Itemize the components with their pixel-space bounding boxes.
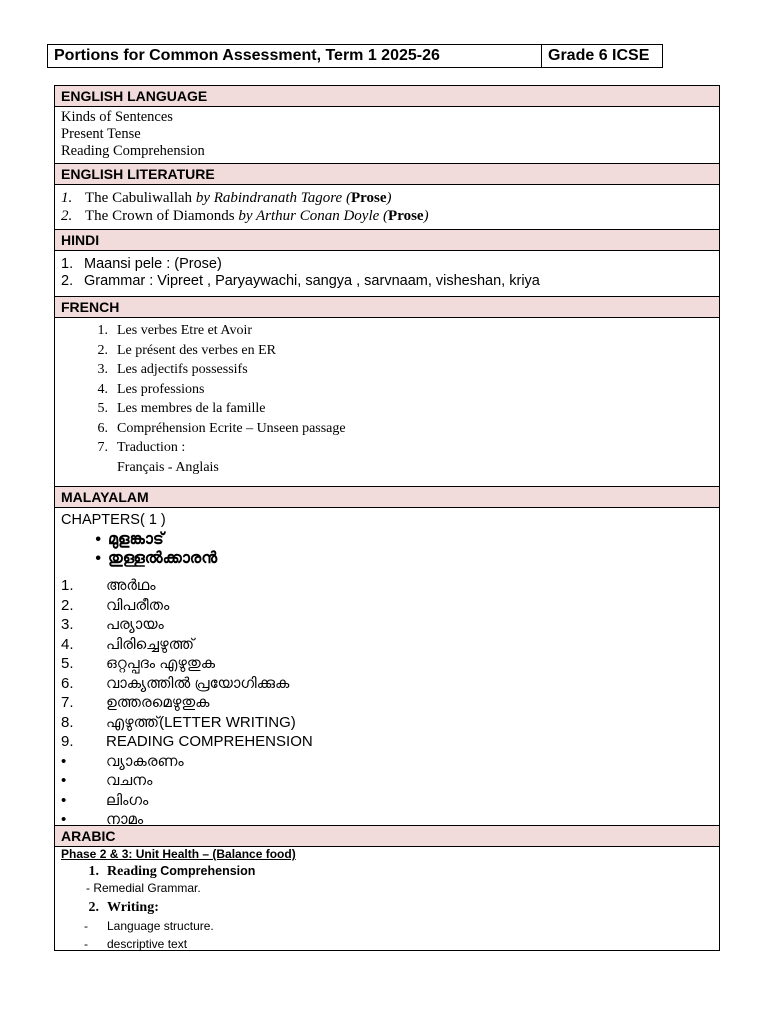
list-item: Kinds of Sentences: [61, 109, 173, 125]
list-item: [55, 771, 719, 791]
sub-item-text: Language structure.: [107, 919, 214, 933]
item-text: അർഥം: [106, 577, 156, 594]
malayalam-content: [55, 508, 719, 826]
section-heading-english-literature: ENGLISH LITERATURE: [55, 164, 719, 185]
list-item: [55, 635, 719, 655]
list-item: [55, 207, 719, 225]
title-table: [47, 44, 663, 68]
item-text: Les verbes Etre et Avoir: [117, 323, 253, 338]
item-label: Reading: [107, 864, 157, 879]
work-close: ): [423, 208, 429, 224]
item-text: എഴുത്ത്(LETTER WRITING): [106, 713, 296, 731]
list-item: [55, 713, 719, 733]
list-item: [55, 189, 719, 207]
work-type: Prose: [350, 190, 387, 206]
bullet-icon: •: [61, 791, 67, 809]
item-text: Grammar : Vipreet , Paryaywachi, sangya , sarvnaam, visheshan, kriya: [84, 273, 540, 289]
list-item: [55, 752, 719, 772]
arabic-content: [55, 847, 719, 951]
item-text: പര്യായം: [106, 616, 164, 633]
item-number: 1.: [61, 256, 74, 272]
list-item: [55, 380, 719, 400]
bullet-icon: •: [61, 811, 67, 828]
item-number: 1.: [61, 190, 73, 206]
item-text: വാക്യത്തിൽ പ്രയോഗിക്കുക: [106, 674, 290, 692]
item-number: 5.: [61, 655, 74, 672]
sub-item: [55, 917, 719, 935]
item-number: 1.: [61, 577, 74, 594]
document-title: Portions for Common Assessment, Term 1 2025-26: [48, 45, 542, 67]
list-item: [55, 458, 719, 478]
item-text: പിരിച്ചെഴുത്ത്: [106, 635, 195, 653]
sub-item: [55, 935, 719, 953]
item-text: Traduction :: [117, 440, 186, 455]
item-number: 4.: [97, 381, 108, 397]
list-item: Present Tense: [61, 126, 141, 142]
bullet-icon: •: [95, 531, 101, 548]
french-content: [55, 318, 719, 487]
item-text: Compréhension Ecrite – Unseen passage: [117, 420, 346, 436]
list-item: [55, 321, 719, 341]
item-number: 2.: [61, 208, 73, 224]
list-item: [55, 256, 719, 273]
item-number: 1.: [88, 864, 99, 879]
item-text: ലിംഗം: [106, 791, 149, 809]
item-text: വചനം: [106, 772, 153, 789]
item-number: 2.: [61, 596, 74, 614]
item-number: 4.: [61, 635, 74, 653]
section-heading-malayalam: MALAYALAM: [55, 487, 719, 508]
list-item: [55, 898, 719, 917]
bullet-icon: •: [61, 752, 67, 770]
sub-item-text: descriptive text: [107, 937, 188, 951]
list-item: [55, 360, 719, 380]
item-text: ഒറ്റപ്പദം എഴുതുക: [106, 655, 216, 672]
list-item: [55, 674, 719, 694]
item-text: READING COMPREHENSION: [106, 733, 313, 750]
phase-label: Phase 2 & 3: Unit Health – (Balance food): [61, 847, 296, 861]
list-item: [55, 693, 719, 713]
item-number: 8.: [61, 713, 74, 731]
chapter-name: മുളങ്കാട്: [108, 531, 164, 548]
item-number: 2.: [97, 342, 108, 358]
work-type: Prose: [388, 208, 424, 224]
hindi-content: [55, 251, 719, 297]
list-item: [55, 576, 719, 596]
item-label-rest: Comprehension: [156, 864, 256, 878]
item-number: 9.: [61, 733, 74, 750]
item-number: 3.: [97, 362, 108, 377]
work-title: The Crown of Diamonds: [85, 208, 235, 224]
item-number: 3.: [61, 616, 74, 633]
list-item: [55, 549, 719, 573]
portions-table: [54, 85, 720, 951]
work-author: by Arthur Conan Doyle (: [238, 208, 389, 224]
bullet-icon: •: [95, 550, 101, 567]
item-text: ഉത്തരമെഴുതുക: [106, 694, 210, 711]
list-item: [55, 654, 719, 674]
list-item: [55, 273, 719, 290]
section-heading-french: FRENCH: [55, 297, 719, 318]
bullet-icon: •: [61, 772, 67, 789]
chapters-label: CHAPTERS( 1 ): [61, 512, 166, 528]
item-text: നാമം: [106, 811, 144, 828]
item-text: Français - Anglais: [117, 459, 219, 475]
item-number: 1.: [97, 323, 108, 338]
item-text: Les membres de la famille: [117, 401, 266, 416]
list-item: [55, 341, 719, 361]
item-text: Les adjectifs possessifs: [117, 362, 248, 377]
list-item: [55, 791, 719, 811]
item-text: Les professions: [117, 381, 205, 397]
work-author: by Rabindranath Tagore (: [195, 190, 351, 206]
item-text: വിപരീതം: [106, 596, 170, 614]
list-item: [55, 862, 719, 881]
list-item: [55, 810, 719, 830]
item-number: 2.: [88, 900, 99, 915]
item-number: 6.: [61, 674, 74, 692]
grade-label: Grade 6 ICSE: [548, 47, 650, 64]
item-number: 7.: [97, 440, 108, 455]
item-label: Writing:: [107, 900, 159, 915]
list-item: [55, 419, 719, 439]
chapter-name: തുള്ളൽക്കാരൻ: [108, 550, 218, 567]
section-heading-hindi: HINDI: [55, 230, 719, 251]
item-number: 7.: [61, 694, 74, 711]
section-heading-arabic: ARABIC: [55, 826, 719, 847]
item-number: 5.: [97, 401, 108, 416]
dash-icon: -: [84, 919, 88, 933]
item-number: 6.: [97, 420, 108, 436]
list-item: [55, 596, 719, 616]
section-heading-english-language: ENGLISH LANGUAGE: [55, 86, 719, 107]
item-text: വ്യാകരണം: [106, 752, 184, 770]
item-number: 2.: [61, 273, 74, 289]
item-text: Maansi pele : (Prose): [84, 256, 222, 272]
list-item: [55, 399, 719, 419]
list-item: [55, 438, 719, 458]
list-item: [55, 530, 719, 549]
work-title: The Cabuliwallah: [85, 190, 193, 206]
list-item: Reading Comprehension: [61, 143, 205, 159]
item-text: Le présent des verbes en ER: [117, 342, 276, 358]
work-close: ): [386, 190, 392, 206]
list-item: [55, 615, 719, 635]
english-literature-content: [55, 185, 719, 230]
english-language-content: [55, 107, 719, 164]
dash-icon: -: [84, 937, 88, 951]
list-item: [55, 732, 719, 752]
sub-item: - Remedial Grammar.: [86, 881, 201, 895]
